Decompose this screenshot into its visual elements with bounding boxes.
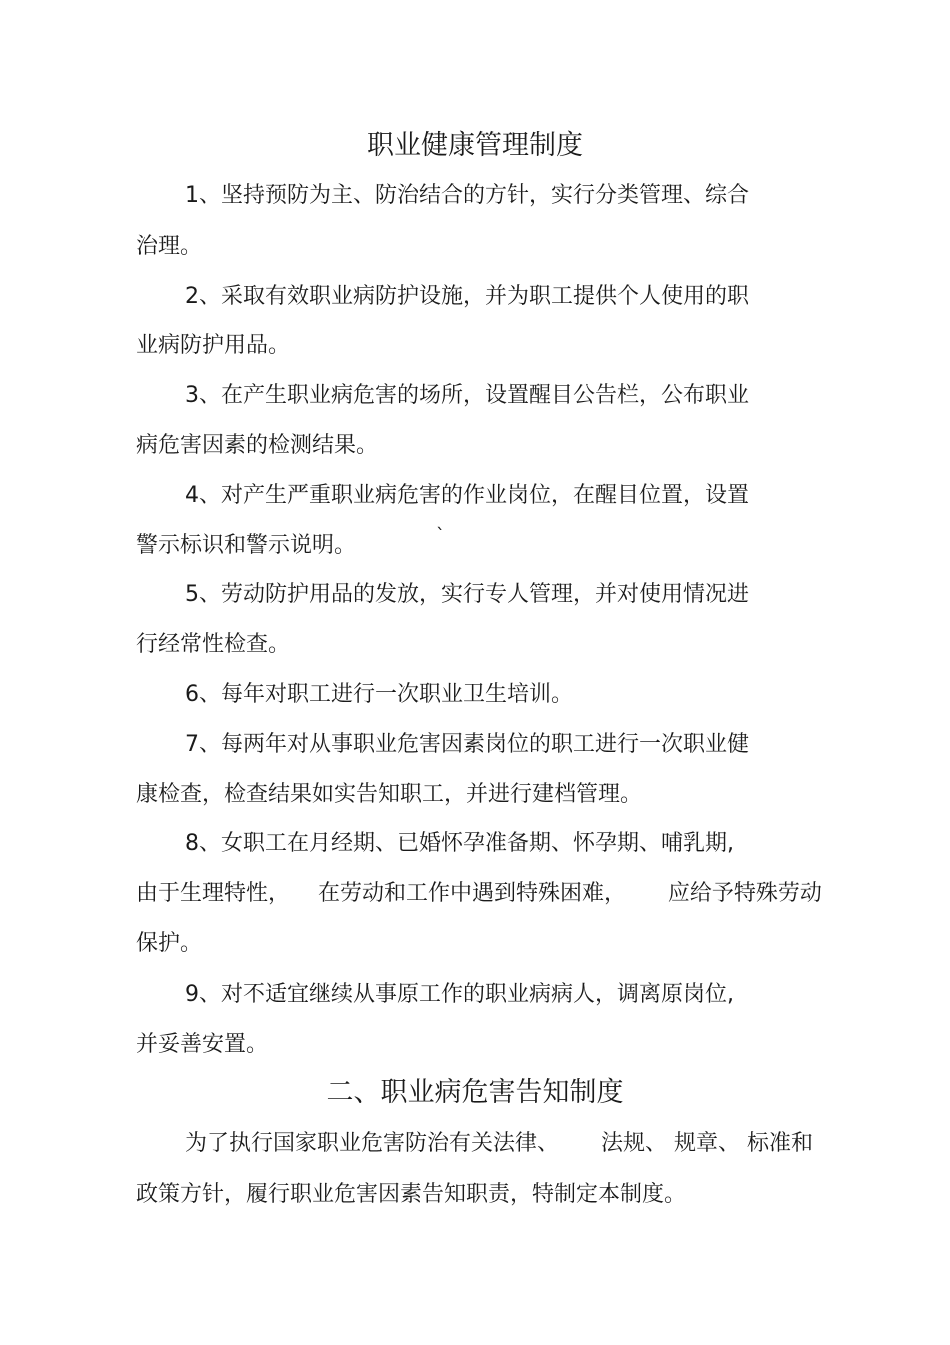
- item-6-line-1: 6、每年对职工进行一次职业卫生培训。: [185, 682, 573, 707]
- item-7-line-2: 康检查，检查结果如实告知职工，并进行建档管理。: [136, 782, 643, 807]
- item-4-line-2: 警示标识和警示说明。: [136, 533, 357, 558]
- item-8-line-1: 8、女职工在月经期、已婚怀孕准备期、怀孕期、哺乳期,: [185, 831, 734, 856]
- item-7-line-1: 7、每两年对从事职业危害因素岗位的职工进行一次职业健: [185, 732, 749, 757]
- item-8-line-3: 保护。: [136, 931, 203, 956]
- item-3-line-2: 病危害因素的检测结果。: [136, 433, 379, 458]
- item-3-line-1: 3、在产生职业病危害的场所，设置醒目公告栏，公布职业: [185, 383, 749, 408]
- stray-mark: `: [436, 525, 445, 546]
- item-5-line-1: 5、劳动防护用品的发放，实行专人管理，并对使用情况进: [185, 582, 749, 607]
- item-4-line-1: 4、对产生严重职业病危害的作业岗位，在醒目位置，设置: [185, 483, 749, 508]
- item-5-line-2: 行经常性检查。: [136, 632, 291, 657]
- item-2-line-1: 2、采取有效职业病防护设施，并为职工提供个人使用的职: [185, 284, 749, 309]
- item-8-line-2: 由于生理特性， 在劳动和工作中遇到特殊困难， 应给予特殊劳动: [136, 881, 822, 906]
- item-9-line-1: 9、对不适宜继续从事原工作的职业病病人，调离原岗位,: [185, 982, 734, 1007]
- item-1-line-2: 治理。: [136, 234, 203, 259]
- document-title: 职业健康管理制度: [367, 130, 583, 161]
- section-2-line-2: 政策方针，履行职业危害因素告知职责，特制定本制度。: [136, 1182, 687, 1207]
- section-2-title: 二、职业病危害告知制度: [326, 1077, 624, 1108]
- section-2-line-1: 为了执行国家职业危害防治有关法律、 法规、 规章、 标准和: [185, 1131, 813, 1156]
- item-1-line-1: 1、坚持预防为主、防治结合的方针，实行分类管理、综合: [185, 183, 749, 208]
- item-9-line-2: 并妥善安置。: [136, 1032, 269, 1057]
- item-2-line-2: 业病防护用品。: [136, 333, 291, 358]
